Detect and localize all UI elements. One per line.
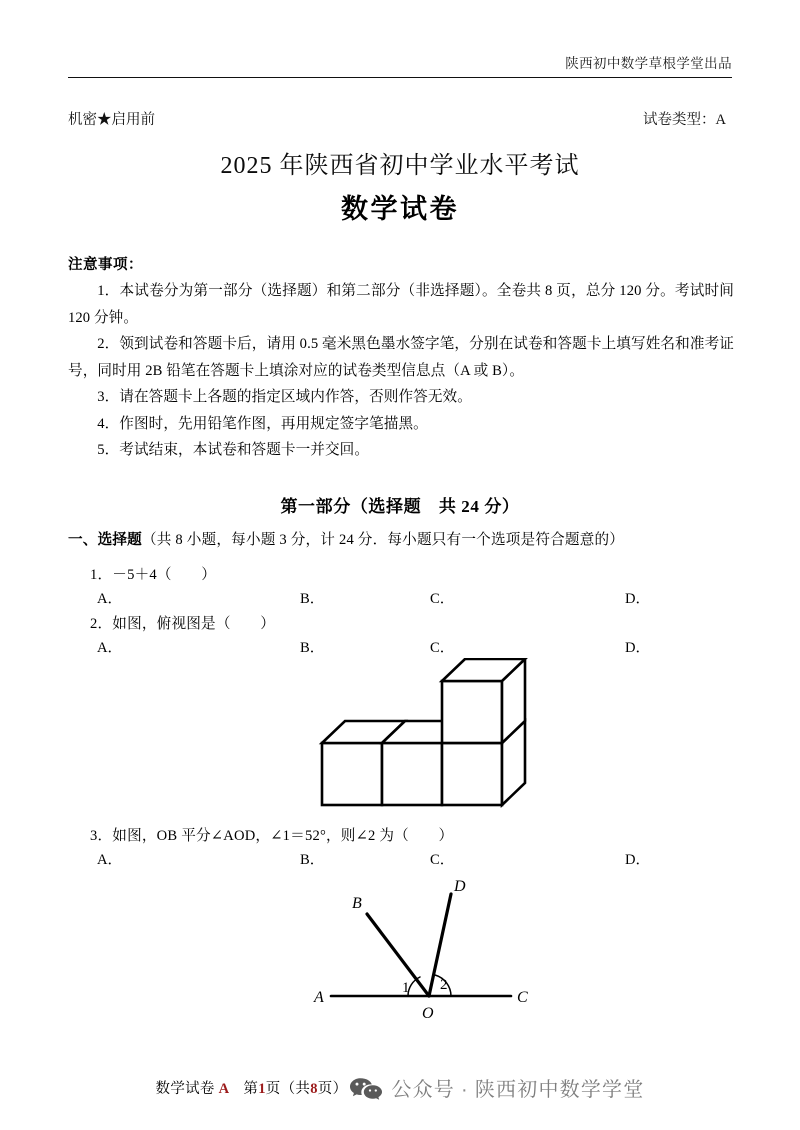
notice-item: 5．考试结束，本试卷和答题卡一并交回。 <box>97 442 370 458</box>
option-label: D． <box>625 852 651 868</box>
question-3-text: 如图，OB 平分∠AOD，∠1＝52°，则∠2 为（ ） <box>112 828 454 844</box>
question-1-stem <box>90 563 216 584</box>
question-2-stem <box>90 612 275 633</box>
footer-doc-prefix: 数学试卷 <box>155 1081 219 1097</box>
question-2-option-b[interactable] <box>300 636 324 657</box>
footer-page-mid: 页（共 <box>265 1081 311 1097</box>
footer-doc-type: A <box>218 1081 230 1097</box>
question-2-option-a[interactable] <box>97 636 122 657</box>
brand-name: 陕西初中数学学堂 <box>474 1079 645 1101</box>
question-1-text: －5＋4（ ） <box>112 567 217 583</box>
angle-label-C: C <box>517 989 528 1006</box>
option-label: A． <box>97 640 123 656</box>
footer-page-prefix: 第 <box>243 1081 259 1097</box>
angle-label-D: D <box>454 878 466 895</box>
footer-doc-label <box>156 1077 230 1098</box>
option-label: C． <box>430 640 455 656</box>
angle-label-B: B <box>352 895 362 912</box>
option-label: D． <box>625 640 651 656</box>
option-label: A． <box>97 852 123 868</box>
footer-page-suffix: 页） <box>317 1081 348 1097</box>
question-1-number: 1． <box>90 567 113 583</box>
brand-text <box>391 1073 644 1102</box>
option-label: A． <box>97 591 123 607</box>
section-detail: （共 8 小题，每小题 3 分，计 24 分．每小题只有一个选项是符合题意的） <box>141 532 625 548</box>
question-2-number: 2． <box>90 616 113 632</box>
notice-item: 3．请在答题卡上各题的指定区域内作答，否则作答无效。 <box>97 389 472 405</box>
option-label: D． <box>625 591 651 607</box>
question-2-option-d[interactable] <box>625 636 650 657</box>
question-3-options <box>0 848 800 870</box>
notices-list <box>68 278 734 464</box>
question-3-number: 3． <box>90 828 113 844</box>
question-1-options <box>0 587 800 609</box>
angle-number-2: 2 <box>440 977 448 993</box>
question-3-stem <box>90 824 453 845</box>
question-1-option-a[interactable] <box>97 587 122 608</box>
notice-item: 2．领到试卷和答题卡后，请用 0.5 毫米黑色墨水签字笔，分别在试卷和答题卡上填写姓名和准考证号，同时用 2B 铅笔在答题卡上填涂对应的试卷类型信息点（A 或 B）。 <box>68 336 734 379</box>
page-footer <box>0 1073 800 1102</box>
footer-total-pages: 8 <box>310 1081 318 1097</box>
footer-page-number: 1 <box>258 1081 266 1097</box>
part-one-heading: 第一部分（选择题 共 24 分） <box>280 497 520 516</box>
notice-item: 1．本试卷分为第一部分（选择题）和第二部分（非选择题）。全卷共 8 页，总分 120 分。考试时间 120 分钟。 <box>68 283 734 326</box>
section-label: 一、选择题 <box>68 532 142 548</box>
question-3-option-b[interactable] <box>300 848 324 869</box>
page-subtitle: 数学试卷 <box>341 194 459 224</box>
question-1-option-b[interactable] <box>300 587 324 608</box>
question-1-option-c[interactable] <box>430 587 454 608</box>
question-3-option-a[interactable] <box>97 848 122 869</box>
option-label: B． <box>300 591 325 607</box>
publisher-banner: 陕西初中数学草根学堂出品 <box>565 56 732 71</box>
footer-page-indicator <box>243 1077 347 1098</box>
brand-separator: · <box>460 1079 469 1101</box>
question-3-option-d[interactable] <box>625 848 650 869</box>
secrecy-row <box>68 108 732 129</box>
notices-heading: 注意事项： <box>68 257 143 273</box>
question-3-option-c[interactable] <box>430 848 454 869</box>
option-label: B． <box>300 640 325 656</box>
section-heading <box>68 528 748 549</box>
option-label: C． <box>430 591 455 607</box>
angle-label-A: A <box>314 989 324 1006</box>
question-1-option-d[interactable] <box>625 587 650 608</box>
page-title: 2025 年陕西省初中学业水平考试 <box>220 153 580 179</box>
question-2-option-c[interactable] <box>430 636 454 657</box>
cube-stack-figure <box>296 658 546 818</box>
angle-label-O: O <box>422 1005 434 1022</box>
paper-type-label: 试卷类型：A <box>643 112 726 128</box>
question-2-text: 如图，俯视图是（ ） <box>112 616 276 632</box>
angle-bisector-figure <box>296 872 546 1032</box>
secrecy-left-label: 机密★启用前 <box>68 112 155 128</box>
brand-label: 公众号 <box>391 1079 455 1101</box>
header-divider <box>68 77 732 78</box>
wechat-icon <box>349 1076 383 1100</box>
option-label: B． <box>300 852 325 868</box>
option-label: C． <box>430 852 455 868</box>
question-2-options <box>0 636 800 658</box>
angle-number-1: 1 <box>402 980 410 996</box>
notice-item: 4．作图时，先用铅笔作图，再用规定签字笔描黑。 <box>97 415 428 432</box>
